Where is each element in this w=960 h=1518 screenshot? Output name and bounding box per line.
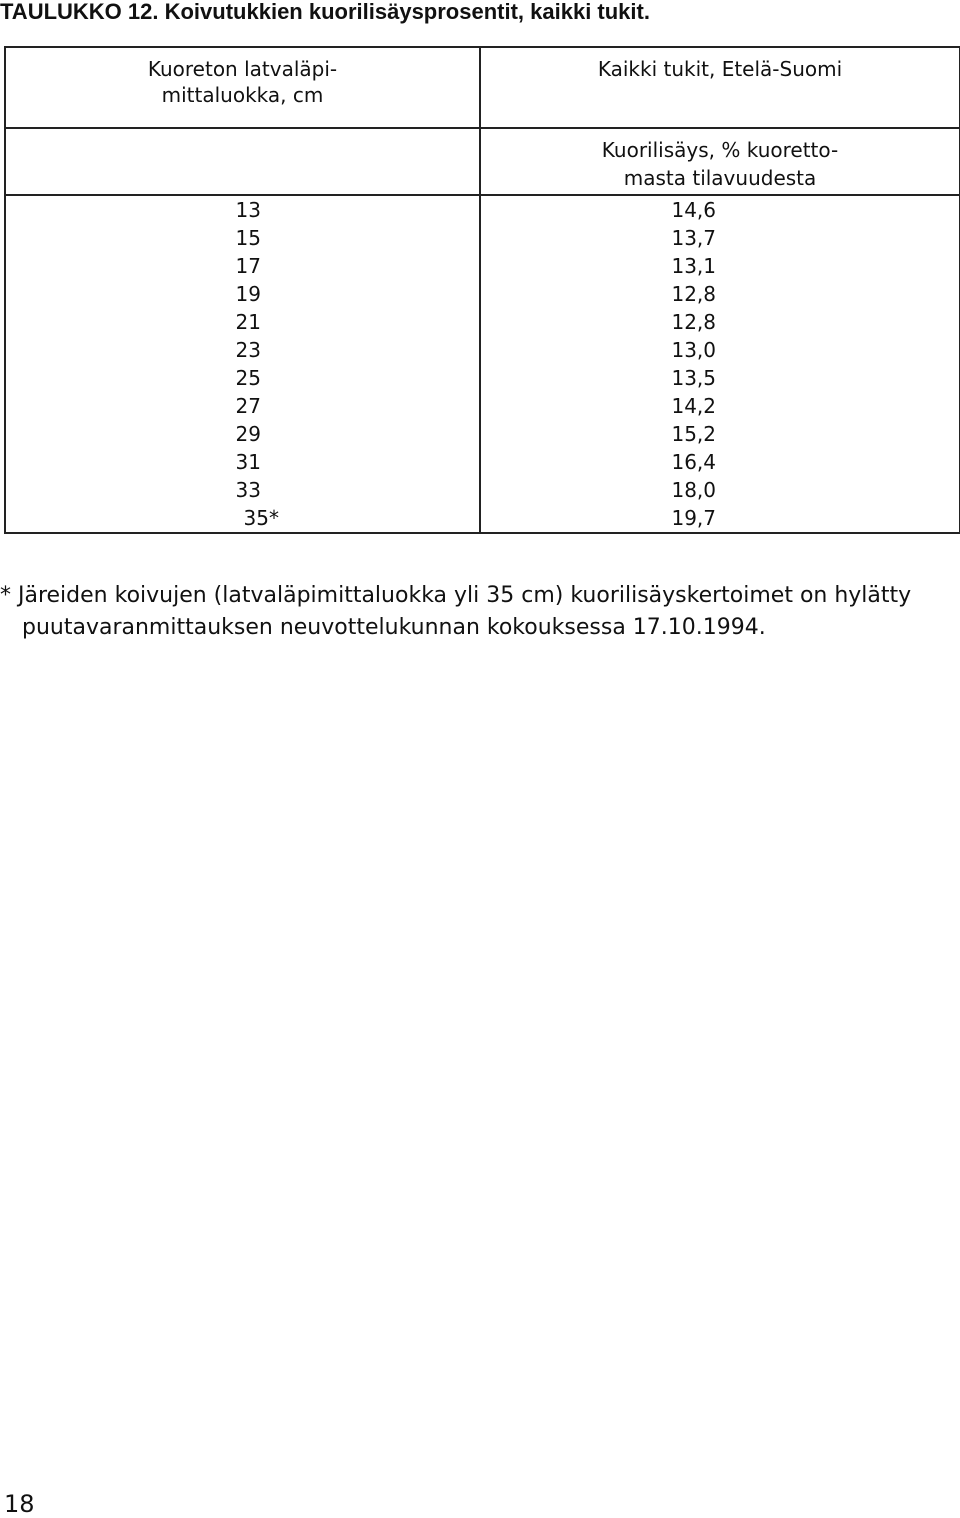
table-row [5, 504, 960, 533]
page-number: 18 [4, 1490, 35, 1518]
table-row [5, 336, 960, 364]
bark-percentage-header-line1: Kuorilisäys, % kuoretto- [601, 137, 839, 162]
bark-percentage-header [480, 128, 960, 195]
diameter-class-cell: 13 [5, 195, 480, 224]
bark-percentage-cell: 13,1 [480, 252, 960, 280]
footnote [0, 580, 960, 644]
bark-percentage-header-line2: masta tilavuudesta [623, 165, 817, 190]
diameter-class-cell: 29 [5, 420, 480, 448]
diameter-class-cell: 35* [5, 504, 480, 533]
bark-percentage-table [4, 46, 960, 534]
table-subheader-row [5, 128, 960, 195]
diameter-class-cell: 15 [5, 224, 480, 252]
table-row [5, 308, 960, 336]
diameter-class-header [5, 47, 480, 128]
table-header-row [5, 47, 960, 128]
bark-percentage-cell: 13,0 [480, 336, 960, 364]
table-row [5, 476, 960, 504]
diameter-class-header-line2: mittaluokka, cm [161, 83, 324, 107]
table-row [5, 252, 960, 280]
bark-percentage-cell: 14,2 [480, 392, 960, 420]
bark-percentage-cell: 13,7 [480, 224, 960, 252]
empty-subheader-cell [5, 128, 480, 195]
bark-percentage-cell: 16,4 [480, 448, 960, 476]
diameter-class-cell: 23 [5, 336, 480, 364]
table-row [5, 280, 960, 308]
bark-percentage-cell: 19,7 [480, 504, 960, 533]
bark-percentage-cell: 12,8 [480, 280, 960, 308]
table-row [5, 420, 960, 448]
table-row [5, 195, 960, 224]
table-row [5, 224, 960, 252]
table-row [5, 448, 960, 476]
footnote-line1: * Järeiden koivujen (latvaläpimittaluokka yli 35 cm) kuorilisäyskertoimet on hylätty [0, 583, 912, 608]
footnote-line2: puutavaranmittauksen neuvottelukunnan kokouksessa 17.10.1994. [22, 615, 766, 640]
diameter-class-cell: 33 [5, 476, 480, 504]
table-row [5, 364, 960, 392]
diameter-class-cell: 21 [5, 308, 480, 336]
bark-percentage-cell: 12,8 [480, 308, 960, 336]
table-title: TAULUKKO 12. Koivutukkien kuorilisäysprosentit, kaikki tukit. [0, 0, 650, 24]
all-logs-header: Kaikki tukit, Etelä-Suomi [480, 47, 960, 128]
bark-percentage-cell: 14,6 [480, 195, 960, 224]
bark-percentage-cell: 13,5 [480, 364, 960, 392]
diameter-class-header-line1: Kuoreton latvaläpi- [147, 57, 338, 81]
table-row [5, 392, 960, 420]
diameter-class-cell: 17 [5, 252, 480, 280]
diameter-class-cell: 19 [5, 280, 480, 308]
bark-percentage-cell: 18,0 [480, 476, 960, 504]
diameter-class-cell: 27 [5, 392, 480, 420]
bark-percentage-cell: 15,2 [480, 420, 960, 448]
diameter-class-cell: 31 [5, 448, 480, 476]
diameter-class-cell: 25 [5, 364, 480, 392]
